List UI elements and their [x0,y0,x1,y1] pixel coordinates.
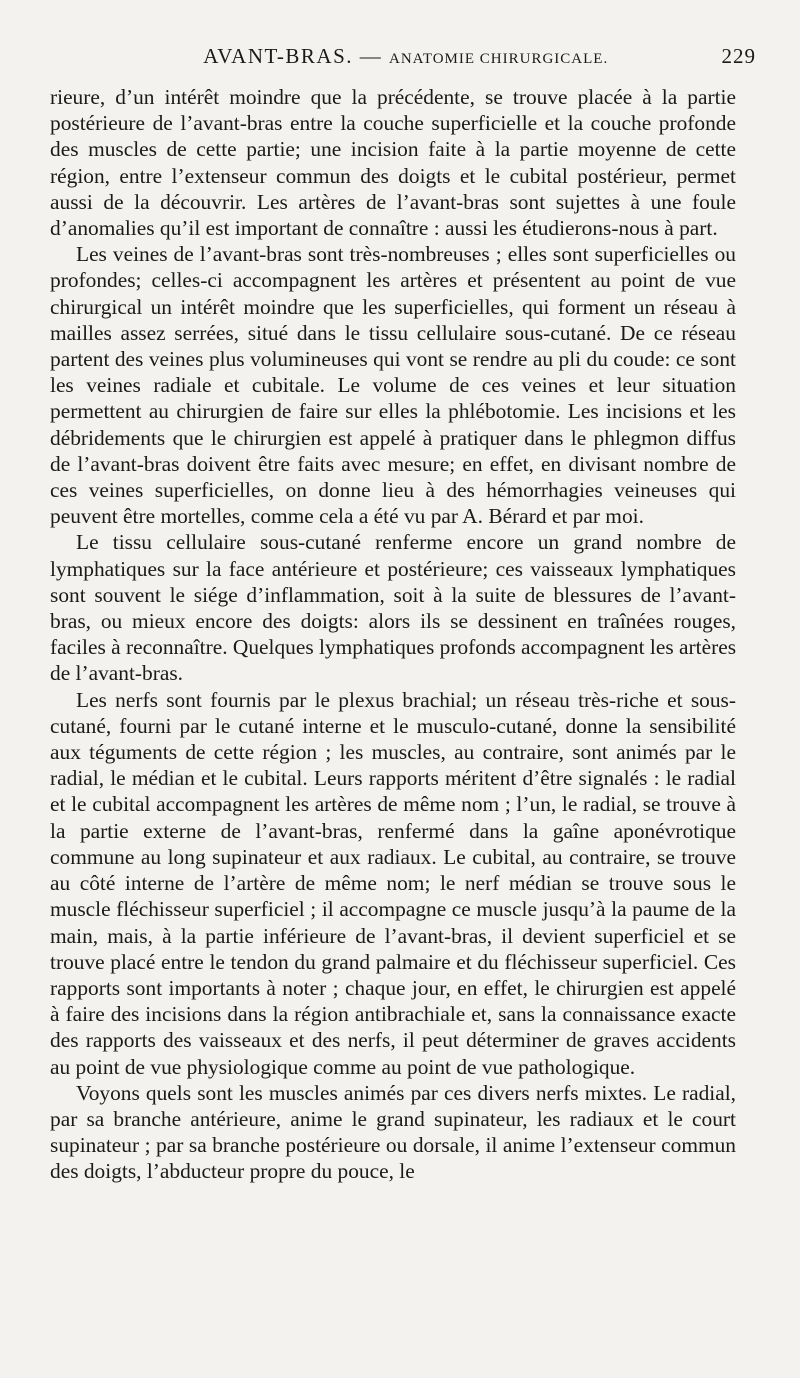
running-head-main: AVANT-BRAS. [203,44,353,68]
paragraph-lymphatiques: Le tissu cellulaire sous-cutané renferme encore un grand nombre de lymphatiques sur la face antérieure et postérieure; ces vaisseaux lymphatiques sont souvent le siége d’inflammation, soit à la suite de blessures de l’avant-bras, ou mieux encore des doigts: alors ils se dessinent en traînées rouges, faciles à reconnaître. Quelques lymphatiques profonds accompagnent les artères de l’avant-bras. [50,530,737,686]
page-header [50,44,756,76]
paragraph-veines: Les veines de l’avant-bras sont très-nombreuses ; elles sont superficielles ou profondes; celles-ci accompagnent les artères et présentent au point de vue chirurgical un intérêt moindre que les superficielles, qui forment un réseau à mailles assez serrées, situé dans le tissu cellulaire sous-cutané. De ce réseau partent des veines plus volumineuses qui vont se rendre au pli du coude: ce sont les veines radiale et cubitale. Le volume de ces veines et leur situation permettent au chirurgien de faire sur elles la phlébotomie. Les incisions et les débridements que le chirurgien est appelé à pratiquer dans le phlegmon diffus de l’avant-bras doivent être faits avec mesure; en effet, en divisant nombre de ces veines superficielles, on donne lieu à des hémorrhagies veineuses qui peuvent être mortelles, comme cela a été vu par A. Bérard et par moi. [50,242,736,529]
page-body [50,84,736,1185]
paragraph-muscles: Voyons quels sont les muscles animés par ces divers nerfs mixtes. Le radial, par sa branche antérieure, anime le grand supinateur, les radiaux et le court supinateur ; par sa branche postérieure ou dorsale, il anime l’extenseur commun des doigts, l’abducteur propre du pouce, le [50,1080,736,1184]
paragraph-continuation: rieure, d’un intérêt moindre que la précédente, se trouve placée à la partie postérieure de l’avant-bras entre la couche superficielle et la couche profonde des muscles de cette partie; une incision faite à la partie moyenne de cette région, entre l’extenseur commun des doigts et le cubital postérieur, permet aussi de la découvrir. Les artères de l’avant-bras sont sujettes à une foule d’anomalies qu’il est important de connaître : aussi les étudierons-nous à part. [50,85,736,241]
running-head-sub: ANATOMIE CHIRURGICALE. [389,51,609,67]
running-head-separator: — [359,44,383,68]
paragraph-nerfs: Les nerfs sont fournis par le plexus brachial; un réseau très-riche et sous-cutané, fourni par le cutané interne et le musculo-cutané, donne la sensibilité aux téguments de cette région ; les muscles, au contraire, sont animés par le radial, le médian et le cubital. Leurs rapports méritent d’être signalés : le radial et le cubital accompagnent les artères de même nom ; l’un, le radial, se trouve à la partie externe de l’avant-bras, renfermé dans la gaîne aponévrotique commune au long supinateur et aux radiaux. Le cubital, au contraire, se trouve au côté interne de l’artère de même nom; le nerf médian se trouve sous le muscle fléchisseur superficiel ; il accompagne ce muscle jusqu’à la paume de la main, mais, à la partie inférieure de l’avant-bras, il devient superficiel et se trouve placé entre le tendon du grand palmaire et du fléchisseur superficiel. Ces rapports sont importants à noter ; chaque jour, en effet, le chirurgien est appelé à faire des incisions dans la région antibrachiale et, sans la connaissance exacte des rapports des vaisseaux et des nerfs, il peut déterminer de graves accidents au point de vue physiologique comme au point de vue pathologique. [50,687,736,1079]
running-head [50,44,722,69]
page-number: 229 [721,44,756,68]
